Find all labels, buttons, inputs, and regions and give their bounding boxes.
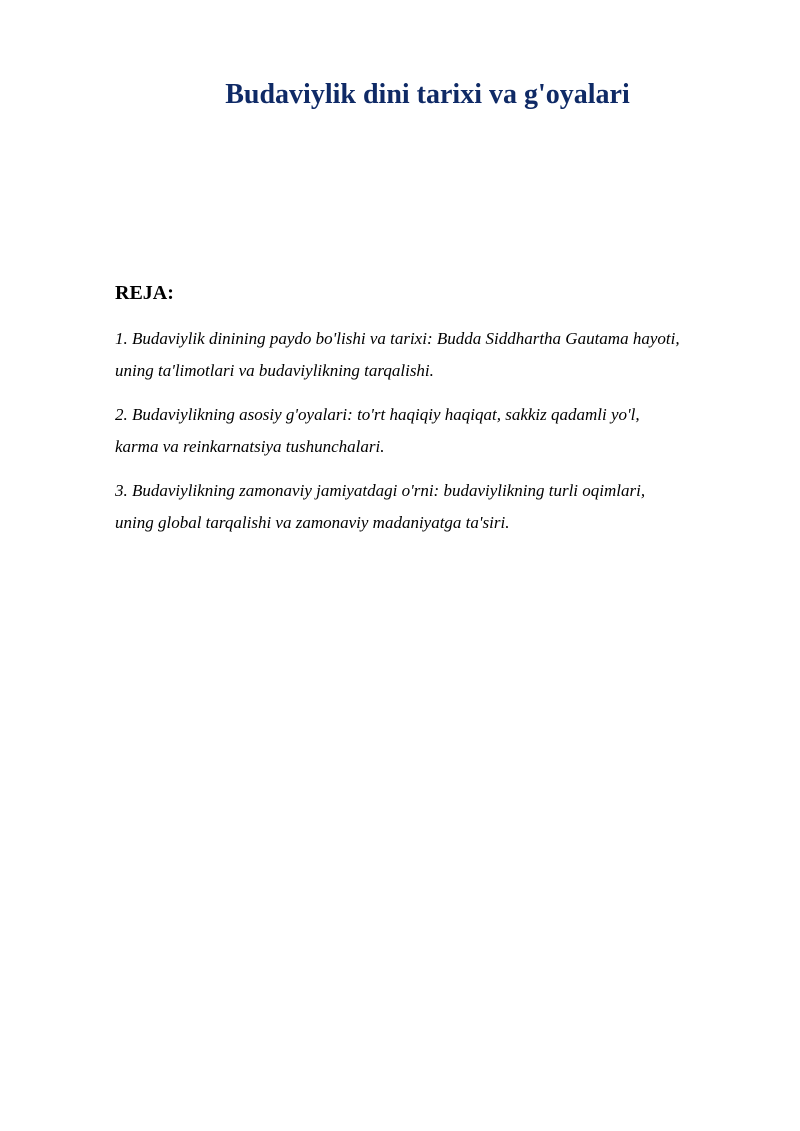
- plan-item-1-line-1: 1. Budaviylik dinining paydo bo'lishi va tarixi: Budda Siddhartha Gautama hayoti,: [115, 329, 680, 348]
- plan-item-3-line-2: uning global tarqalishi va zamonaviy madaniyatga ta'siri.: [115, 513, 510, 532]
- plan-item-2: [115, 399, 755, 463]
- plan-list: [115, 323, 755, 551]
- plan-heading: REJA:: [115, 282, 174, 304]
- plan-item-3-line-1: 3. Budaviylikning zamonaviy jamiyatdagi o'rni: budaviylikning turli oqimlari,: [115, 481, 646, 500]
- plan-item-1-line-2: uning ta'limotlari va budaviylikning tarqalishi.: [115, 361, 434, 380]
- plan-item-2-line-2: karma va reinkarnatsiya tushunchalari.: [115, 437, 385, 456]
- document-title: Budaviylik dini tarixi va g'oyalari: [225, 79, 630, 110]
- plan-item-2-line-1: 2. Budaviylikning asosiy g'oyalari: to'rt haqiqiy haqiqat, sakkiz qadamli yo'l,: [115, 405, 640, 424]
- plan-item-3: [115, 475, 755, 539]
- plan-item-1: [115, 323, 755, 387]
